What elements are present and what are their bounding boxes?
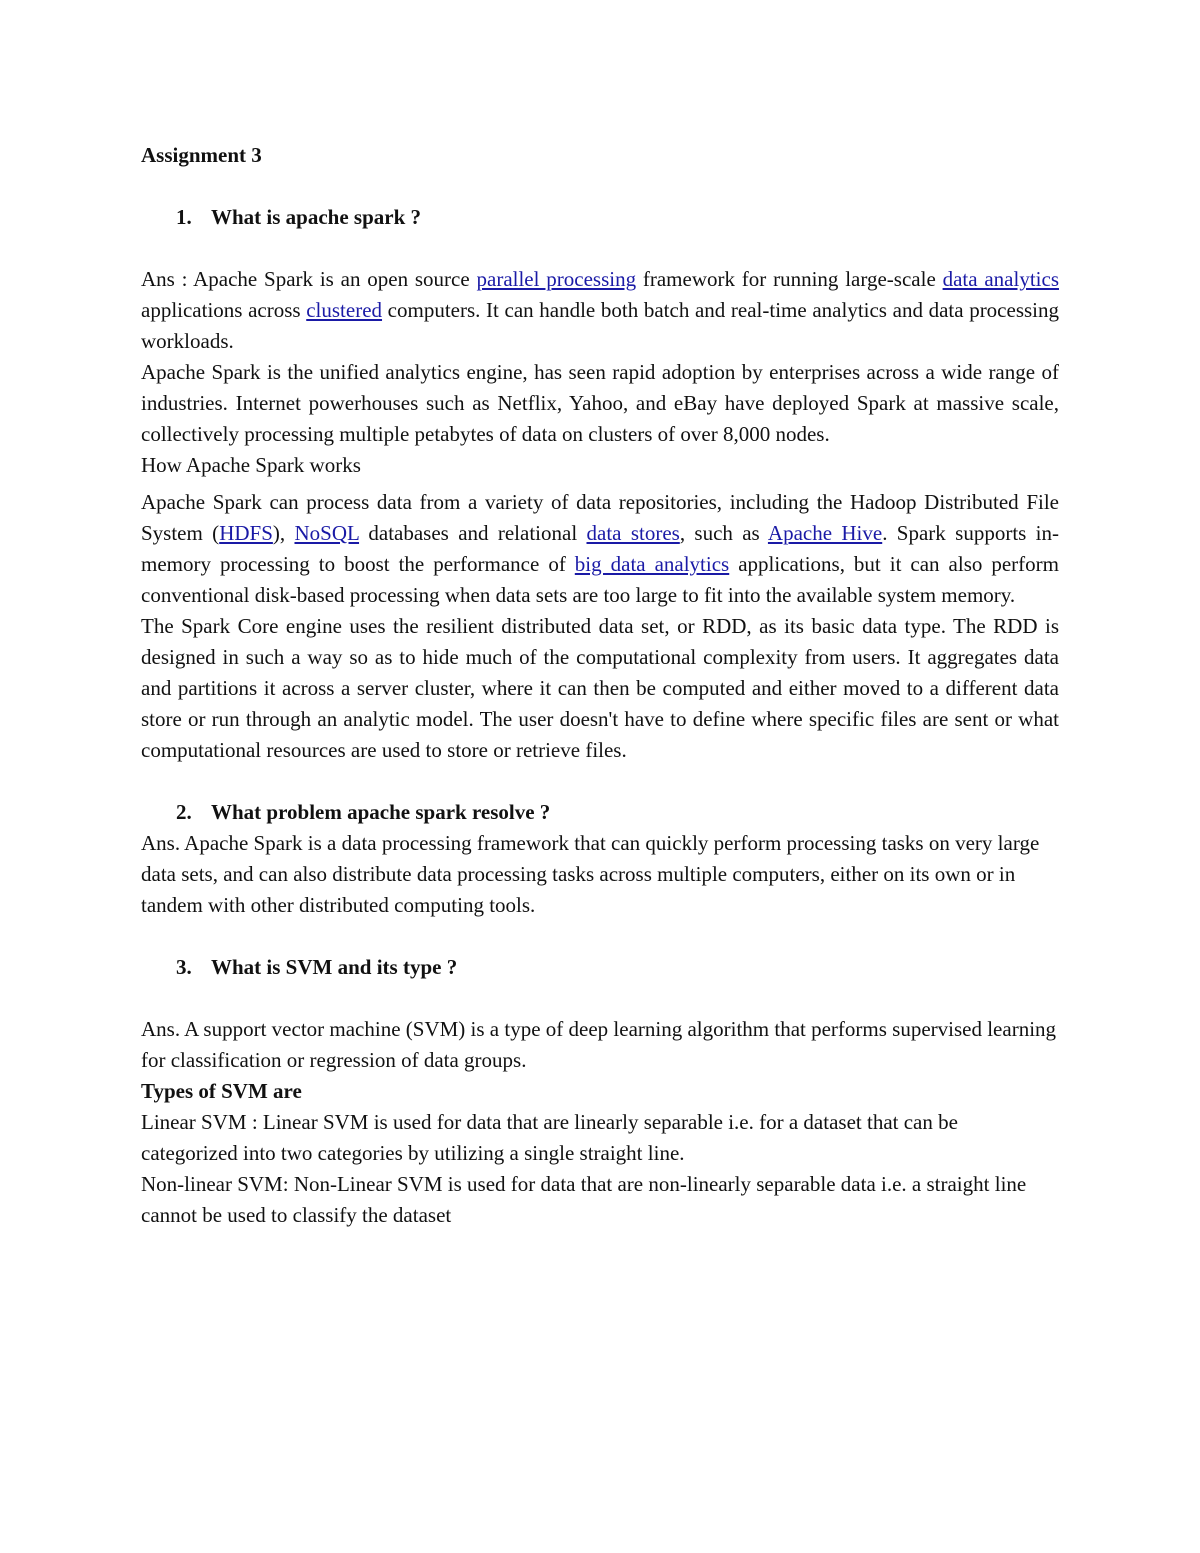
answer-1-paragraph-4: The Spark Core engine uses the resilient distributed data set, or RDD, as its basic data type. The RDD is designed in such a way so as to hide much of the computational complexity from users. It aggregates data and partitions it across a server cluster, where it can then be computed and either moved to a different data store or run through an analytic model. The user doesn't have to define where specific files are sent or what computational resources are used to store or retrieve files. — [141, 614, 1059, 762]
answer-2: Ans. Apache Spark is a data processing framework that can quickly perform processing tasks on very large data sets, and can also distribute data processing tasks across multiple computers, either on its own or in tandem with other distributed computing tools. — [141, 831, 1040, 917]
para3-text-c: databases and relational — [359, 521, 587, 545]
question-1-number: 1. — [176, 205, 192, 229]
question-2 — [141, 797, 1059, 828]
link-clustered[interactable]: clustered — [306, 298, 383, 322]
answer-1-paragraph-3 — [141, 487, 1059, 611]
document-title: Assignment 3 — [141, 143, 262, 167]
question-3 — [141, 952, 1059, 983]
how-spark-works-heading: How Apache Spark works — [141, 453, 361, 477]
link-data-stores[interactable]: data stores — [586, 521, 680, 545]
answer-1-text-b: framework for running large-scale — [636, 267, 943, 291]
answer-1-text-d: computers. It can handle both batch and real-time analytics and data processing workloads. — [141, 298, 1060, 353]
question-2-number: 2. — [176, 800, 192, 824]
question-1-text: What is apache spark ? — [211, 205, 422, 229]
link-parallel-processing[interactable]: parallel processing — [476, 267, 637, 291]
answer-3: Ans. A support vector machine (SVM) is a type of deep learning algorithm that performs supervised learning for classification or regression of data groups. — [141, 1017, 1057, 1072]
answer-1-text-a: Ans : Apache Spark is an open source — [141, 267, 477, 291]
link-apache-hive[interactable]: Apache Hive — [767, 521, 883, 545]
para3-text-b: ), — [272, 521, 295, 545]
link-data-analytics[interactable]: data analytics — [942, 267, 1059, 291]
answer-1-paragraph-2: Apache Spark is the unified analytics engine, has seen rapid adoption by enterprises across a wide range of industries. Internet powerhouses such as Netflix, Yahoo, and eBay have deployed Spark at massive scale, collectively processing multiple petabytes of data on clusters of over 8,000 nodes. — [141, 360, 1059, 446]
link-big-data-analytics[interactable]: big data analytics — [574, 552, 730, 576]
question-3-text: What is SVM and its type ? — [211, 955, 458, 979]
para3-text-d: , such as — [679, 521, 768, 545]
document-page — [141, 140, 1059, 1231]
link-nosql[interactable]: NoSQL — [294, 521, 360, 545]
answer-1-paragraph-1 — [141, 264, 1059, 357]
para3-text-e: . Spark supports in-memory processing to boost the performance of — [141, 521, 1059, 576]
question-3-number: 3. — [176, 955, 192, 979]
para3-text-f: applications, but it can also perform conventional disk-based processing when data sets are too large to fit into the available system memory. — [141, 552, 1059, 607]
question-2-text: What problem apache spark resolve ? — [211, 800, 551, 824]
nonlinear-svm-text: Non-linear SVM: Non-Linear SVM is used for data that are non-linearly separable data i.e. a straight line cannot be used to classify the dataset — [141, 1172, 1027, 1227]
question-1 — [141, 202, 1059, 233]
answer-1-text-c: applications across — [141, 298, 307, 322]
svm-types-heading: Types of SVM are — [141, 1079, 302, 1103]
link-hdfs[interactable]: HDFS — [219, 521, 273, 545]
para3-text-a: Apache Spark can process data from a variety of data repositories, including the Hadoop Distributed File System ( — [141, 490, 1059, 545]
linear-svm-text: Linear SVM : Linear SVM is used for data that are linearly separable i.e. for a dataset that can be categorized into two categories by utilizing a single straight line. — [141, 1110, 958, 1165]
